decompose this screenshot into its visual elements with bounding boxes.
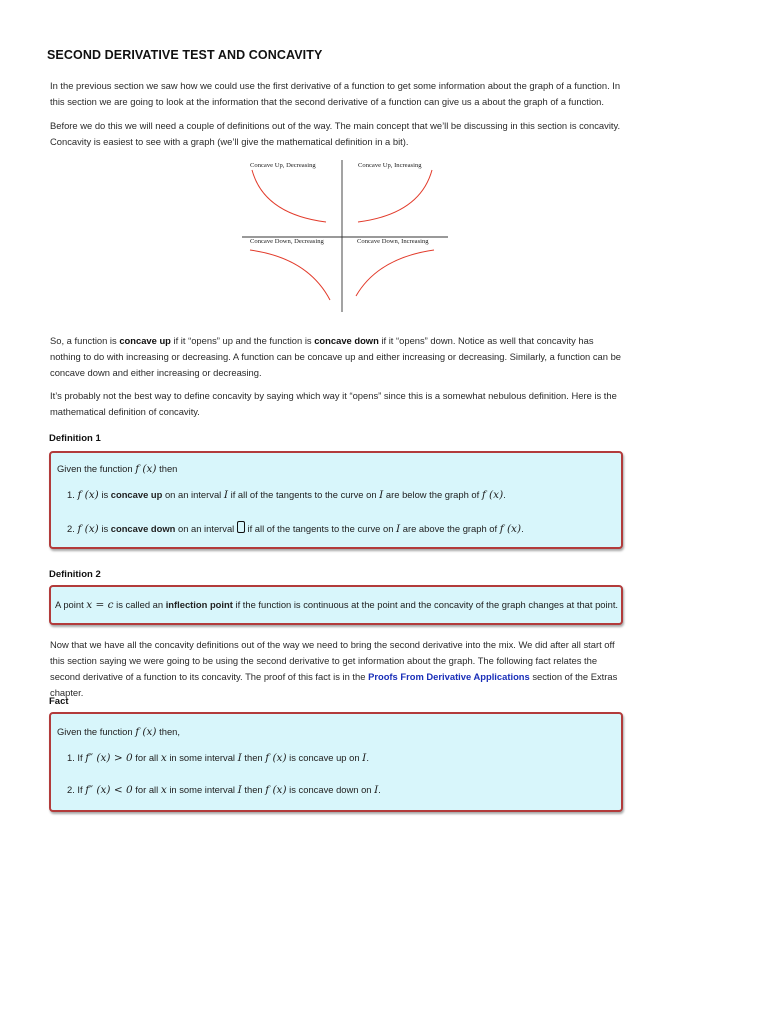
definition-lead-paragraph: It’s probably not the best way to define concavity by saying which way it “opens” since this is a somewhat nebulous definition. Here is the mathematical definition of concavity. — [50, 390, 617, 417]
text-fragment: are below the graph of — [383, 489, 482, 500]
math-f-of-x: f (x) — [135, 463, 157, 475]
math-f-of-x: f (x) — [77, 489, 99, 501]
text-fragment: if it “opens” down. Notice as well that concavity has nothing to do with increasing or decreasing. A function can be concave up and either increasing or decreasing. Similarly, a function can be concave down and either increasing or decreasing. — [50, 335, 622, 378]
text-fragment: 2. If — [67, 784, 86, 795]
math-interval-I: I — [362, 752, 367, 764]
text-cursor-icon — [237, 521, 245, 533]
text-fragment: then — [241, 784, 266, 795]
list-number: 2. — [67, 523, 75, 534]
math-interval-I: I — [223, 489, 229, 501]
proofs-link[interactable]: Proofs From Derivative Applications — [368, 671, 530, 682]
definition-1-intro — [57, 463, 177, 475]
text-fragment: for all — [132, 784, 161, 795]
text-fragment: are above the graph of — [400, 523, 500, 534]
fact-box — [49, 712, 623, 812]
definition-2-text — [55, 599, 618, 611]
fact-heading: Fact — [49, 696, 69, 707]
text-fragment: in some interval — [166, 752, 238, 763]
text-fragment: is concave down on — [286, 784, 375, 795]
text-fragment: is — [98, 489, 111, 500]
text-fragment: . — [503, 489, 506, 500]
term-inflection-point: inflection point — [165, 599, 233, 610]
text-fragment: . — [378, 784, 381, 795]
text-fragment: then — [156, 463, 178, 474]
text-fragment: for all — [132, 752, 161, 763]
concavity-graph — [238, 158, 450, 314]
text-fragment: . — [521, 523, 524, 534]
math-x-equals-c: x = c — [86, 599, 114, 611]
math-x: x — [160, 752, 167, 764]
curve-concave-up-increasing — [358, 170, 432, 222]
math-f-of-x: f (x) — [135, 726, 157, 738]
math-second-derivative-negative: f″ (x) < 0 — [85, 784, 133, 796]
definition-1-heading: Definition 1 — [49, 433, 101, 444]
text-fragment: if it “opens” up and the function is — [170, 335, 315, 346]
page-title: SECOND DERIVATIVE TEST AND CONCAVITY — [47, 48, 323, 62]
definition-2-box — [49, 585, 623, 625]
definition-2-heading: Definition 2 — [49, 569, 101, 580]
math-interval-I: I — [379, 489, 384, 501]
text-fragment: So, a function is — [50, 335, 120, 346]
intro-paragraph-1: In the previous section we saw how we could use the first derivative of a function to get some information about the graph of a function. In this section we are going to look at the information that the second derivative of a function can give us a about the graph of a function. — [50, 80, 621, 107]
list-number: 1. — [67, 489, 75, 500]
text-fragment: then — [241, 752, 266, 763]
text-fragment: if all of the tangents to the curve on — [244, 523, 397, 534]
fact-item-1 — [67, 752, 369, 764]
fact-item-2 — [67, 784, 381, 796]
text-fragment: if the function is continuous at the point and the concavity of the graph changes at that point. — [232, 599, 619, 610]
curve-concave-down-increasing — [356, 250, 434, 296]
graph-label-concave-down-increasing: Concave Down, Increasing — [357, 238, 429, 245]
text-fragment: 1. If — [67, 752, 86, 763]
definition-1-item-1 — [67, 489, 506, 501]
text-fragment: Now that we have all the concavity definitions out of the way we need to bring the second derivative into the mix. We did after all start off this section saying we were going to be using the second derivative to get information about the graph. The following fact relates the second derivative of a function to its concavity. The proof of this fact is in the — [50, 639, 615, 682]
math-f-of-x: f (x) — [265, 784, 287, 796]
term-concave-up: concave up — [110, 489, 163, 500]
term-concave-up: concave up — [119, 335, 171, 346]
text-fragment: Given the function — [57, 463, 136, 474]
graph-label-concave-up-increasing: Concave Up, Increasing — [358, 162, 422, 169]
math-x: x — [160, 784, 167, 796]
graph-label-concave-up-decreasing: Concave Up, Decreasing — [250, 162, 316, 169]
definition-1-item-2 — [67, 521, 524, 535]
text-fragment: is concave up on — [286, 752, 363, 763]
term-concave-down: concave down — [110, 523, 176, 534]
math-interval-I: I — [374, 784, 379, 796]
text-fragment: . — [366, 752, 369, 763]
text-fragment: is — [98, 523, 111, 534]
concavity-paragraph — [50, 333, 625, 381]
text-fragment: if all of the tangents to the curve on — [228, 489, 380, 500]
graph-label-concave-down-decreasing: Concave Down, Decreasing — [250, 238, 324, 245]
fact-intro — [57, 726, 180, 738]
term-concave-down: concave down — [314, 335, 379, 346]
math-f-of-x: f (x) — [499, 523, 522, 535]
text-fragment: on an interval — [162, 489, 224, 500]
text-fragment: section of the Extras chapter. — [50, 671, 618, 698]
math-f-of-x: f (x) — [77, 523, 99, 535]
curve-concave-up-decreasing — [252, 170, 326, 222]
text-fragment: on an interval — [175, 523, 237, 534]
intro-paragraph-2: Before we do this we will need a couple of definitions out of the way. The main concept that we’ll be discussing in this section is concavity. Concavity is easiest to see with a graph (we’ll give the mathematical definition in a bit). — [50, 120, 621, 147]
math-interval-I: I — [237, 752, 242, 764]
text-fragment: is called an — [113, 599, 166, 610]
second-derivative-paragraph — [50, 637, 625, 701]
text-fragment: A point — [55, 599, 87, 610]
text-fragment: in some interval — [166, 784, 238, 795]
text-fragment: then, — [156, 726, 180, 737]
math-second-derivative-positive: f″ (x) > 0 — [85, 752, 133, 764]
definition-1-box — [49, 451, 623, 549]
concavity-graph-svg — [238, 158, 450, 314]
math-interval-I: I — [396, 523, 401, 535]
math-f-of-x: f (x) — [481, 489, 504, 501]
curve-concave-down-decreasing — [250, 250, 330, 300]
math-f-of-x: f (x) — [265, 752, 287, 764]
math-interval-I: I — [237, 784, 242, 796]
text-fragment: Given the function — [57, 726, 136, 737]
